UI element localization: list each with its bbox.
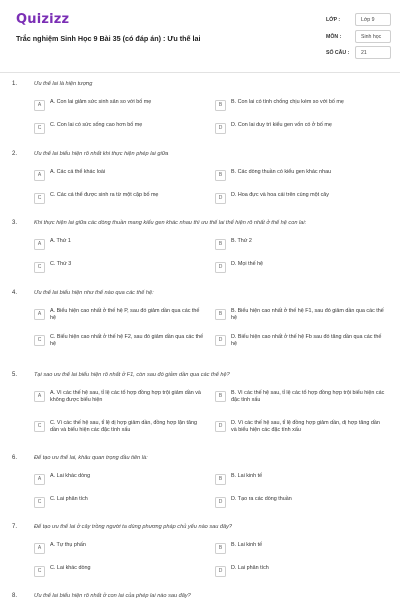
question-number: 5. [12,372,18,378]
option-text: B. Thứ 2 [231,238,252,244]
option-text: B. Vì các thế hệ sau, tỉ lệ các tổ hợp đồng hợp trội biểu hiện các đặc tính xấu [231,390,385,403]
option-letter-box[interactable]: D [215,262,226,273]
option-letter-box[interactable]: D [215,335,226,346]
question-number: 8. [12,593,18,599]
option-text: A. Các cá thể khác loài [50,169,106,175]
question-text: Ưu thế lai biểu hiện như thế nào qua các thế hệ: [34,290,154,296]
option-text: B. Lai kinh tế [231,542,263,548]
answer-option[interactable] [34,473,204,489]
answer-option[interactable] [215,334,385,350]
meta-value-count: 21 [355,46,391,59]
answer-option[interactable] [34,99,204,115]
option-letter-box[interactable]: C [34,193,45,204]
meta-label-subject: MÔN : [326,34,342,40]
option-text: D. Lai phân tích [231,565,269,571]
option-letter-box[interactable]: C [34,123,45,134]
option-letter-box[interactable]: A [34,391,45,402]
option-text: D. Hoa đực và hoa cái trên cùng một cây [231,192,329,198]
option-text: B. Các dòng thuần có kiểu gen khác nhau [231,169,332,175]
option-text: A. Lai khác dòng [50,473,91,479]
option-text: C. Lai khác dòng [50,565,91,571]
option-text: B. Con lai có tính chống chịu kém so với bố mẹ [231,99,344,105]
meta-label-count: SỐ CÂU : [326,50,350,56]
page-title: Trắc nghiệm Sinh Học 9 Bài 35 (có đáp án) : Ưu thế lai [16,34,201,43]
answer-option[interactable] [34,334,204,350]
question-text: Để tạo ưu thế lai ở cây trồng người ta dùng phương pháp chủ yếu nào sau đây? [34,524,233,530]
option-letter-box[interactable]: C [34,566,45,577]
question-number: 1. [12,81,18,87]
answer-option[interactable] [215,390,385,406]
answer-option[interactable] [215,238,385,254]
answer-option[interactable] [34,390,204,406]
answer-option[interactable] [215,99,385,115]
quizizz-logo: Quizizz [16,12,70,27]
answer-option[interactable] [34,542,204,558]
option-text: D. Vì các thế hệ sau, tỉ lệ đồng hợp giảm dần, dị hợp tăng dần và biểu hiện các đặc tính xấu [231,420,380,433]
option-letter-box[interactable]: A [34,309,45,320]
option-letter-box[interactable]: C [34,421,45,432]
question-number: 3. [12,220,18,226]
answer-option[interactable] [215,542,385,558]
option-letter-box[interactable]: D [215,193,226,204]
option-letter-box[interactable]: B [215,391,226,402]
answer-option[interactable] [34,122,204,138]
option-text: B. Biểu hiện cao nhất ở thế hệ F1, sau đó giảm dần qua các thế hệ [231,308,384,321]
answer-option[interactable] [215,169,385,185]
answer-option[interactable] [34,565,204,581]
meta-value-class: Lớp 9 [355,13,391,26]
option-letter-box[interactable]: B [215,239,226,250]
option-text: C. Lai phân tích [50,496,88,502]
option-letter-box[interactable]: B [215,543,226,554]
option-text: A. Tự thụ phấn [50,542,86,548]
option-letter-box[interactable]: B [215,170,226,181]
question-text: Để tạo ưu thế lai, khâu quan trọng đầu tiên là: [34,455,148,461]
option-letter-box[interactable]: A [34,543,45,554]
option-text: D. Con lai duy trì kiểu gen vốn có ở bố mẹ [231,122,332,128]
option-text: C. Vì các thế hệ sau, tỉ lệ dị hợp giảm dần, đồng hợp lặn tăng dần và biểu hiện các đặc tính xấu [50,420,198,433]
question-text: Ưu thế lai biểu hiện rõ nhất ở con lai của phép lai nào sau đây? [34,593,191,599]
option-letter-box[interactable]: D [215,123,226,134]
meta-label-class: LỚP : [326,17,341,23]
option-letter-box[interactable]: A [34,239,45,250]
answer-option[interactable] [215,565,385,581]
answer-option[interactable] [34,169,204,185]
option-text: C. Thứ 3 [50,261,72,267]
answer-option[interactable] [215,420,385,436]
option-letter-box[interactable]: B [215,309,226,320]
option-text: D. Mọi thế hệ [231,261,264,267]
option-text: B. Lai kinh tế [231,473,263,479]
option-letter-box[interactable]: A [34,100,45,111]
answer-option[interactable] [34,420,204,436]
worksheet-header [0,0,400,72]
option-text: C. Con lai có sức sống cao hơn bố mẹ [50,122,143,128]
question-number: 6. [12,455,18,461]
option-letter-box[interactable]: A [34,474,45,485]
option-letter-box[interactable]: D [215,566,226,577]
question-text: Khi thực hiện lai giữa các dòng thuần mang kiểu gen khác nhau thì ưu thế lai thể hiện rõ nhất ở thế hệ con lai: [34,220,307,226]
question-number: 4. [12,290,18,296]
option-letter-box[interactable]: D [215,497,226,508]
option-letter-box[interactable]: B [215,474,226,485]
option-text: C. Các cá thể được sinh ra từ một cặp bố mẹ [50,192,159,198]
answer-option[interactable] [215,473,385,489]
answer-option[interactable] [34,238,204,254]
answer-option[interactable] [215,261,385,277]
question-text: Ưu thế lai là hiện tượng [34,81,93,87]
answer-option[interactable] [34,496,204,512]
answer-option[interactable] [34,261,204,277]
meta-value-subject: Sinh học [355,30,391,43]
answer-option[interactable] [34,192,204,208]
option-text: C. Biểu hiện cao nhất ở thế hệ F2, sau đó giảm dần qua các thế hệ [50,334,204,347]
answer-option[interactable] [215,308,385,324]
question-number: 2. [12,151,18,157]
answer-option[interactable] [215,192,385,208]
header-divider [0,72,400,73]
option-letter-box[interactable]: C [34,497,45,508]
answer-option[interactable] [34,308,204,324]
question-text: Ưu thế lai biểu hiện rõ nhất khi thực hiện phép lai giữa [34,151,169,157]
option-text: A. Vì các thế hệ sau, tỉ lệ các tổ hợp đồng hợp trội giảm dần và không được biểu hiện [50,390,201,403]
option-letter-box[interactable]: D [215,421,226,432]
question-text: Tại sao ưu thế lai biểu hiện rõ nhất ở F1, còn sau đó giảm dần qua các thế hệ? [34,372,230,378]
answer-option[interactable] [215,496,385,512]
option-letter-box[interactable]: B [215,100,226,111]
option-text: A. Con lai giảm sức sinh sản so với bố mẹ [50,99,152,105]
question-number: 7. [12,524,18,530]
option-text: D. Biểu hiện cao nhất ở thế hệ Fb sau đó tăng dần qua các thế hệ [231,334,382,347]
option-text: A. Thứ 1 [50,238,71,244]
option-letter-box[interactable]: C [34,262,45,273]
option-text: D. Tạo ra các dòng thuần [231,496,292,502]
option-letter-box[interactable]: C [34,335,45,346]
option-text: A. Biểu hiện cao nhất ở thế hệ P, sau đó giảm dần qua các thế hệ [50,308,200,321]
option-letter-box[interactable]: A [34,170,45,181]
answer-option[interactable] [215,122,385,138]
